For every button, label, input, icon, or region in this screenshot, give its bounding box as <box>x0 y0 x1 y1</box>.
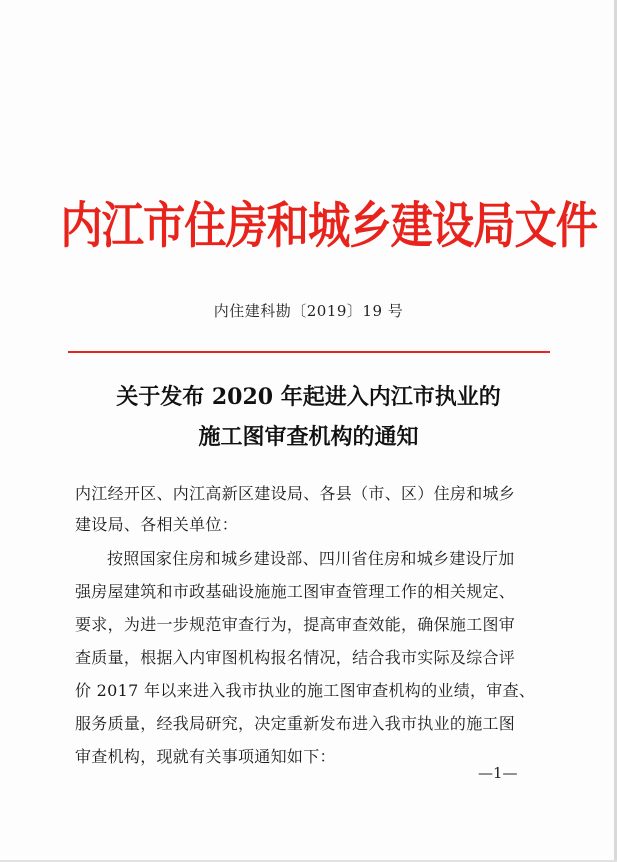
document-number: 内住建科勘〔2019〕19 号 <box>213 302 404 320</box>
body-paragraph-line: 按照国家住房和城乡建设部、四川省住房和城乡建设厅加 <box>107 549 515 568</box>
addressee-line-1: 内江经开区、内江高新区建设局、各县（市、区）住房和城乡 <box>75 484 516 503</box>
page-number: —1— <box>478 764 518 782</box>
document-title-line-1: 关于发布 2020 年起进入内江市执业的 <box>116 384 501 410</box>
body-paragraph-line: 服务质量，经我局研究，决定重新发布进入我市执业的施工图 <box>75 714 516 733</box>
body-paragraph-line: 审查机构，现就有关事项通知如下： <box>75 747 336 766</box>
red-divider-line <box>68 351 550 353</box>
addressee-line-2: 建设局、各相关单位： <box>75 515 239 534</box>
body-paragraph-line: 查质量，根据入内审图机构报名情况，结合我市实际及综合评 <box>75 648 516 667</box>
issuer-heading: 内江市住房和城乡建设局文件 <box>60 197 598 255</box>
body-paragraph-line: 价 2017 年以来进入我市执业的施工图审查机构的业绩，审查、 <box>75 681 536 700</box>
body-paragraph-line: 要求，为进一步规范审查行为，提高审查效能，确保施工图审 <box>75 615 516 634</box>
body-paragraph-line: 强房屋建筑和市政基础设施施工图审查管理工作的相关规定、 <box>75 582 516 601</box>
document-title-line-2: 施工图审查机构的通知 <box>198 424 419 450</box>
